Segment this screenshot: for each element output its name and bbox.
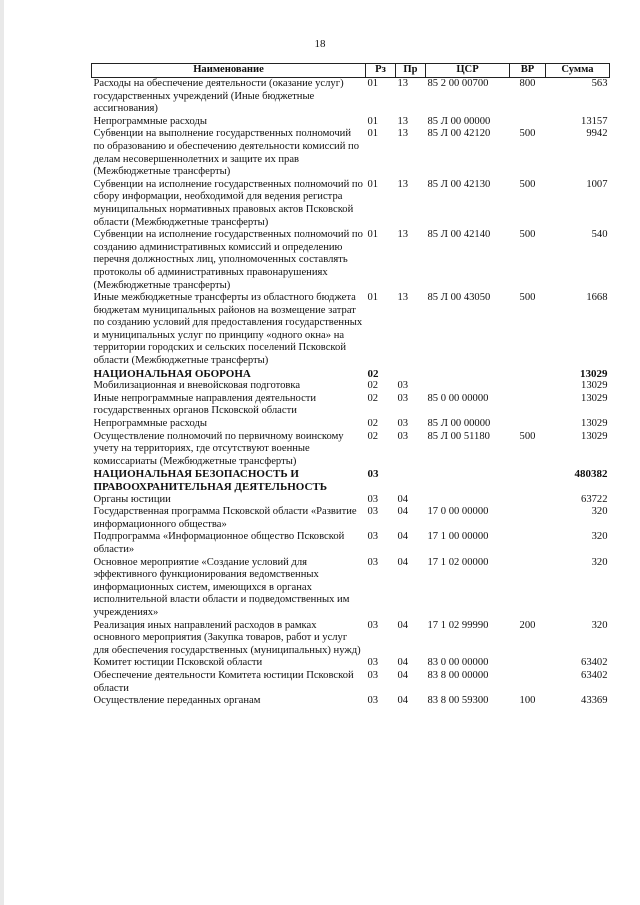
cell-rz: 03 xyxy=(367,695,379,707)
cell-name: Комитет юстиции Псковской области xyxy=(93,657,263,669)
cell-rz: 01 xyxy=(367,128,379,140)
cell-sum: 320 xyxy=(591,556,608,568)
cell-vr: 500 xyxy=(519,430,536,442)
cell-pr: 04 xyxy=(397,531,409,543)
cell-name: Иные межбюджетные трансферты из областного бюджета бюджетам муниципальных районов на возмещение затрат по созданию условий для предоставления государственных и муниципальных услуг по принципу «одного окна» на территории городских и сельских поселений Псковской области (Межбюджетные трансферты) xyxy=(93,292,363,367)
cell-csr: 85 Л 00 00000 xyxy=(427,115,491,127)
cell-vr: 200 xyxy=(519,619,536,631)
table-row xyxy=(92,292,610,368)
table-row xyxy=(92,116,610,129)
cell-csr: 85 Л 00 42140 xyxy=(427,229,491,241)
cell-rz: 02 xyxy=(367,380,379,392)
cell-vr xyxy=(510,557,546,620)
table-row xyxy=(92,179,610,229)
cell-name: Обеспечение деятельности Комитета юстиции Псковской области xyxy=(93,669,354,694)
cell-sum: 540 xyxy=(591,229,608,241)
cell-csr xyxy=(426,494,510,507)
table-row xyxy=(92,393,610,418)
cell-sum: 320 xyxy=(591,506,608,518)
cell-rz: 03 xyxy=(367,556,379,568)
table-row xyxy=(92,670,610,695)
cell-pr: 03 xyxy=(397,418,409,430)
cell-csr xyxy=(426,380,510,393)
cell-sum: 63402 xyxy=(581,657,608,669)
cell-sum: 13029 xyxy=(581,380,608,392)
header-vr: ВР xyxy=(510,64,546,78)
table-row xyxy=(92,418,610,431)
cell-name: Иные непрограммные направления деятельности государственных органов Псковской области xyxy=(93,392,317,417)
cell-vr xyxy=(510,468,546,493)
cell-pr: 13 xyxy=(397,178,409,190)
cell-name: Мобилизационная и вневойсковая подготовка xyxy=(93,380,301,392)
table-row xyxy=(92,468,610,493)
cell-pr: 13 xyxy=(397,128,409,140)
cell-pr: 13 xyxy=(397,78,409,89)
budget-table xyxy=(91,63,610,708)
cell-sum: 13029 xyxy=(581,392,608,404)
cell-csr: 85 Л 00 43050 xyxy=(427,292,491,304)
cell-vr: 100 xyxy=(519,695,536,707)
cell-csr: 85 Л 00 00000 xyxy=(427,418,491,430)
cell-csr: 83 0 00 00000 xyxy=(427,657,489,669)
table-row xyxy=(92,494,610,507)
cell-sum: 320 xyxy=(591,531,608,543)
header-csr: ЦСР xyxy=(426,64,510,78)
cell-sum: 63402 xyxy=(581,669,608,681)
page-number: 18 xyxy=(314,38,326,50)
cell-rz: 03 xyxy=(367,531,379,543)
cell-sum: 63722 xyxy=(581,493,608,505)
table-row xyxy=(92,531,610,556)
cell-sum: 43369 xyxy=(581,695,608,707)
cell-vr xyxy=(510,380,546,393)
table-row xyxy=(92,557,610,620)
table-row xyxy=(92,78,610,116)
cell-vr: 500 xyxy=(519,128,536,140)
cell-name: НАЦИОНАЛЬНАЯ ОБОРОНА xyxy=(93,367,251,380)
cell-vr: 500 xyxy=(519,292,536,304)
cell-rz: 03 xyxy=(367,619,379,631)
cell-sum: 480382 xyxy=(574,468,608,481)
cell-pr: 04 xyxy=(397,619,409,631)
cell-csr xyxy=(426,468,510,493)
cell-pr: 04 xyxy=(397,493,409,505)
cell-csr: 17 1 00 00000 xyxy=(427,531,489,543)
cell-name: Субвенции на исполнение государственных полномочий по созданию административных комиссий и определению перечня должностных лиц, уполномоченных составлять протоколы об административных правонарушениях (Межбюджетные трансферты) xyxy=(93,229,363,291)
cell-vr: 800 xyxy=(519,78,536,89)
cell-name: Непрограммные расходы xyxy=(93,418,207,430)
cell-name: Подпрограмма «Информационное общество Псковской области» xyxy=(93,531,345,555)
table-row xyxy=(92,229,610,292)
cell-pr: 03 xyxy=(397,392,409,404)
cell-pr: 04 xyxy=(397,669,409,681)
cell-vr xyxy=(510,116,546,129)
cell-name: Органы юстиции xyxy=(93,493,171,505)
cell-sum: 563 xyxy=(591,78,608,89)
cell-rz: 02 xyxy=(367,418,379,430)
header-name: Наименование xyxy=(92,64,366,78)
header-rz: Рз xyxy=(366,64,396,78)
cell-csr: 85 Л 00 42120 xyxy=(427,128,491,140)
cell-rz: 02 xyxy=(367,367,379,380)
cell-vr: 500 xyxy=(519,229,536,241)
cell-csr: 83 8 00 00000 xyxy=(427,669,489,681)
cell-csr: 17 0 00 00000 xyxy=(427,506,489,518)
cell-name: Расходы на обеспечение деятельности (оказание услуг) государственных учреждений (Иные бюджетные ассигнования) xyxy=(93,78,344,115)
cell-sum: 9942 xyxy=(586,128,608,140)
cell-csr: 83 8 00 59300 xyxy=(427,695,489,707)
cell-pr xyxy=(396,468,426,493)
cell-name: Государственная программа Псковской области «Развитие информационного общества» xyxy=(93,506,357,530)
cell-csr: 17 1 02 00000 xyxy=(427,556,489,568)
cell-name: Осуществление переданных органам xyxy=(93,695,261,707)
cell-vr xyxy=(510,368,546,381)
cell-rz: 01 xyxy=(367,115,379,127)
table-row xyxy=(92,620,610,658)
table-row xyxy=(92,506,610,531)
cell-vr xyxy=(510,670,546,695)
cell-pr: 13 xyxy=(397,115,409,127)
cell-pr: 04 xyxy=(397,506,409,518)
cell-sum: 13029 xyxy=(581,418,608,430)
cell-name: НАЦИОНАЛЬНАЯ БЕЗОПАСНОСТЬ И ПРАВООХРАНИТЕЛЬНАЯ ДЕЯТЕЛЬНОСТЬ xyxy=(93,468,328,493)
cell-rz: 03 xyxy=(367,657,379,669)
cell-rz: 02 xyxy=(367,392,379,404)
cell-csr: 85 Л 00 51180 xyxy=(427,430,490,442)
cell-vr xyxy=(510,506,546,531)
cell-name: Основное мероприятие «Создание условий для эффективного функционирования ведомственных информационных систем, имеющихся в органах исполнительной власти области и подведомственных им учреждениях» xyxy=(93,556,350,618)
cell-rz: 01 xyxy=(367,78,379,89)
table-row xyxy=(92,380,610,393)
table-row xyxy=(92,431,610,469)
cell-csr: 85 0 00 00000 xyxy=(427,392,489,404)
cell-pr: 04 xyxy=(397,695,409,707)
scan-edge xyxy=(0,0,4,905)
cell-name: Реализация иных направлений расходов в рамках основного мероприятия (Закупка товаров, работ и услуг для обеспечения государственных (муниципальных) нужд) xyxy=(93,619,361,656)
cell-pr: 13 xyxy=(397,229,409,241)
table-body xyxy=(92,78,610,708)
cell-csr xyxy=(426,368,510,381)
cell-pr: 03 xyxy=(397,380,409,392)
cell-sum: 1007 xyxy=(586,178,608,190)
cell-rz: 01 xyxy=(367,229,379,241)
cell-vr xyxy=(510,418,546,431)
cell-pr: 04 xyxy=(397,556,409,568)
cell-name: Непрограммные расходы xyxy=(93,115,207,127)
table-row xyxy=(92,128,610,178)
cell-sum: 1668 xyxy=(586,292,608,304)
cell-vr xyxy=(510,657,546,670)
cell-vr xyxy=(510,494,546,507)
cell-rz: 03 xyxy=(367,493,379,505)
cell-pr xyxy=(396,368,426,381)
cell-vr xyxy=(510,393,546,418)
cell-sum: 13157 xyxy=(581,115,608,127)
header-sum: Сумма xyxy=(546,64,610,78)
header-pr: Пр xyxy=(396,64,426,78)
cell-csr: 17 1 02 99990 xyxy=(427,619,489,631)
cell-name: Субвенции на исполнение государственных полномочий по сбору информации, необходимой для ведения регистра муниципальных нормативных правовых актов Псковской области (Межбюджетные трансферты) xyxy=(93,178,363,228)
cell-vr: 500 xyxy=(519,178,536,190)
cell-rz: 03 xyxy=(367,669,379,681)
cell-rz: 03 xyxy=(367,468,379,481)
table-row xyxy=(92,657,610,670)
cell-rz: 02 xyxy=(367,430,379,442)
cell-csr: 85 Л 00 42130 xyxy=(427,178,491,190)
table-row xyxy=(92,695,610,708)
cell-sum: 13029 xyxy=(581,430,608,442)
cell-sum: 13029 xyxy=(580,367,608,380)
cell-rz: 03 xyxy=(367,506,379,518)
cell-pr: 03 xyxy=(397,430,409,442)
cell-vr xyxy=(510,531,546,556)
cell-rz: 01 xyxy=(367,292,379,304)
cell-name: Осуществление полномочий по первичному воинскому учету на территориях, где отсутствуют военные комиссариаты (Межбюджетные трансферты) xyxy=(93,430,344,467)
cell-sum: 320 xyxy=(591,619,608,631)
cell-rz: 01 xyxy=(367,178,379,190)
table-row xyxy=(92,368,610,381)
table-header-row xyxy=(92,64,610,78)
cell-csr: 85 2 00 00700 xyxy=(427,78,489,89)
cell-pr: 04 xyxy=(397,657,409,669)
cell-pr: 13 xyxy=(397,292,409,304)
cell-name: Субвенции на выполнение государственных полномочий по образованию и обеспечению деятельности комиссий по делам несовершеннолетних и защите их прав (Межбюджетные трансферты) xyxy=(93,128,359,178)
